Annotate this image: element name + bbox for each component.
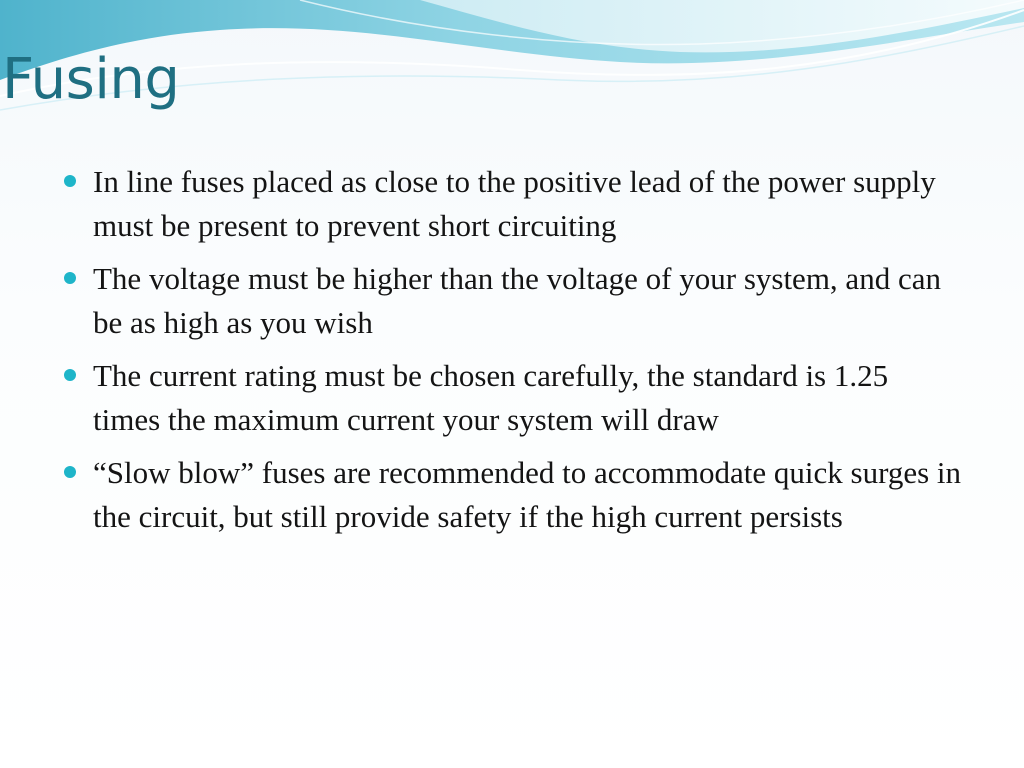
bullet-text: In line fuses placed as close to the positive lead of the power supply must be present to prevent short circuiting [93,164,936,243]
bullet-text: The voltage must be higher than the voltage of your system, and can be as high as you wish [93,261,941,340]
slide-title: Fusing [2,47,180,112]
bullet-item [62,257,962,345]
bullet-list [62,160,962,548]
bullet-dot-icon [64,466,76,478]
bullet-dot-icon [64,369,76,381]
bullet-item [62,160,962,248]
bullet-item [62,451,962,539]
bullet-dot-icon [64,272,76,284]
bullet-text: The current rating must be chosen carefully, the standard is 1.25 times the maximum current your system will draw [93,358,889,437]
bullet-text: “Slow blow” fuses are recommended to accommodate quick surges in the circuit, but still provide safety if the high current persists [93,455,962,534]
bullet-item [62,354,962,442]
bullet-dot-icon [64,175,76,187]
